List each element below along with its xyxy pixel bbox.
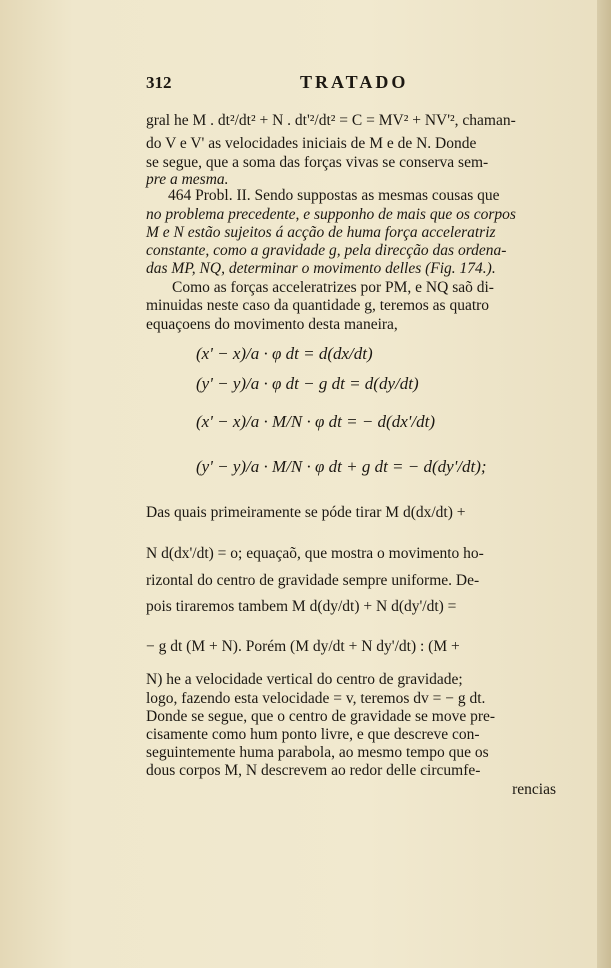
equation-2: (y' − y)/a · φ dt − g dt = d(dy/dt) [196,374,419,393]
text-line: M e N estão sujeitos á acção de huma força acceleratriz [146,224,496,241]
text-line: dous corpos M, N descrevem ao redor delle circumfe- [146,762,481,779]
text-line: gral he M . dt²/dt² + N . dt'²/dt² = C = MV² + NV'², chaman- [146,112,516,129]
text-line: cisamente como hum ponto livre, e que descreve con- [146,726,480,743]
text-line: Como as forças acceleratrizes por PM, e NQ saõ di- [172,279,494,296]
equation-4: (y' − y)/a · M/N · φ dt + g dt = − d(dy'/dt); [196,457,487,476]
text-line: seguintemente huma parabola, ao mesmo tempo que os [146,744,489,761]
problem-heading: 464 Probl. II. Sendo suppostas as mesmas cousas que [168,187,500,204]
text-line: pois tiraremos tambem M d(dy/dt) + N d(dy'/dt) = [146,598,457,615]
text-line: pre a mesma. [146,171,229,188]
text-line: rizontal do centro de gravidade sempre uniforme. De- [146,572,480,589]
text-line: constante, como a gravidade g, pela direcção das ordena- [146,242,507,259]
running-title: TRATADO [300,72,409,92]
text-line: das MP, NQ, determinar o movimento delles (Fig. 174.). [146,260,496,277]
equation-3: (x' − x)/a · M/N · φ dt = − d(dx'/dt) [196,412,435,431]
text-line: Donde se segue, que o centro de gravidade se move pre- [146,708,496,725]
text-line: minuidas neste caso da quantidade g, teremos as quatro [146,297,490,314]
catchword: rencias [512,781,556,798]
text-line: logo, fazendo esta velocidade = v, teremos dv = − g dt. [146,690,486,707]
page-number: 312 [146,73,172,92]
text-line: se segue, que a soma das forças vivas se conserva sem- [146,154,489,171]
page-edge [597,0,611,968]
text-line: equaçoens do movimento desta maneira, [146,316,398,333]
text-line: no problema precedente, e supponho de mais que os corpos [146,206,516,223]
text-line: Das quais primeiramente se póde tirar M d(dx/dt) + [146,504,466,521]
text-line: − g dt (M + N). Porém (M dy/dt + N dy'/dt) : (M + [146,638,460,655]
equation-1: (x' − x)/a · φ dt = d(dx/dt) [196,344,373,363]
text-line: do V e V' as velocidades iniciais de M e de N. Donde [146,135,477,152]
text-line: N) he a velocidade vertical do centro de gravidade; [146,671,463,688]
text-line: N d(dx'/dt) = o; equaçaõ, que mostra o movimento ho- [146,545,484,562]
